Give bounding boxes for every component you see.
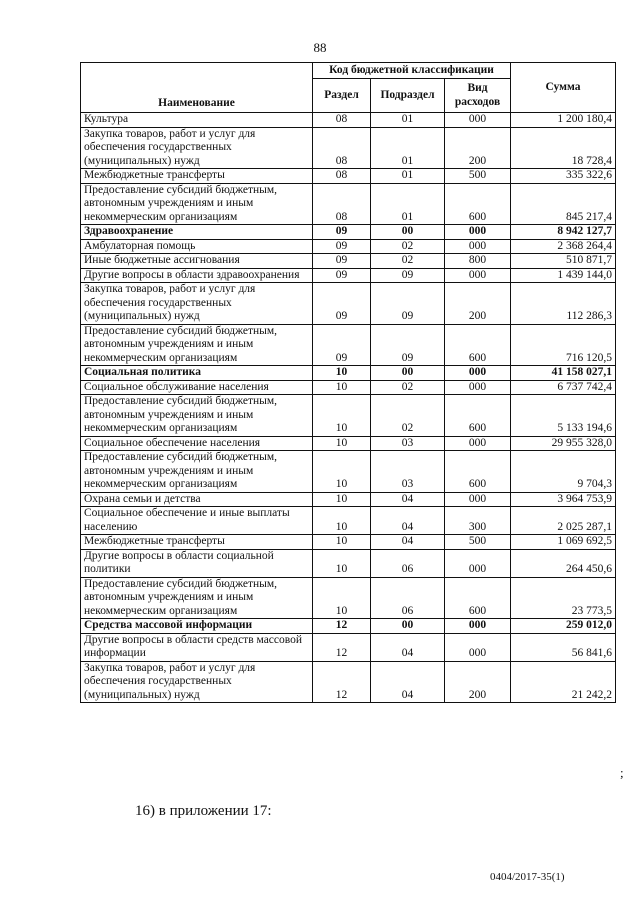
row-expense-type: 200 bbox=[445, 283, 511, 325]
row-section: 10 bbox=[313, 436, 371, 451]
row-section: 09 bbox=[313, 268, 371, 283]
header-sum: Сумма bbox=[511, 63, 616, 113]
table-row bbox=[81, 535, 616, 550]
table-row bbox=[81, 254, 616, 269]
row-name: Предоставление субсидий бюджетным, автономным учреждениям и иным некоммерческим организациям bbox=[81, 183, 313, 225]
row-expense-type: 600 bbox=[445, 577, 511, 619]
row-section: 09 bbox=[313, 283, 371, 325]
row-expense-type: 000 bbox=[445, 619, 511, 634]
budget-table bbox=[80, 62, 616, 703]
row-expense-type: 200 bbox=[445, 127, 511, 169]
table-row bbox=[81, 225, 616, 240]
row-expense-type: 000 bbox=[445, 492, 511, 507]
row-subsection: 09 bbox=[371, 283, 445, 325]
row-section: 09 bbox=[313, 239, 371, 254]
row-sum: 1 200 180,4 bbox=[511, 113, 616, 128]
row-section: 10 bbox=[313, 577, 371, 619]
row-name: Другие вопросы в области средств массовой информации bbox=[81, 633, 313, 661]
row-section: 10 bbox=[313, 535, 371, 550]
row-subsection: 02 bbox=[371, 395, 445, 437]
table-row bbox=[81, 268, 616, 283]
row-name: Закупка товаров, работ и услуг для обеспечения государственных (муниципальных) нужд bbox=[81, 661, 313, 703]
row-subsection: 04 bbox=[371, 535, 445, 550]
table-row bbox=[81, 283, 616, 325]
row-section: 10 bbox=[313, 366, 371, 381]
row-name: Закупка товаров, работ и услуг для обеспечения государственных (муниципальных) нужд bbox=[81, 127, 313, 169]
row-section: 09 bbox=[313, 225, 371, 240]
table-row bbox=[81, 113, 616, 128]
document-code: 0404/2017-35(1) bbox=[490, 871, 565, 883]
row-name: Культура bbox=[81, 113, 313, 128]
row-sum: 41 158 027,1 bbox=[511, 366, 616, 381]
row-section: 12 bbox=[313, 633, 371, 661]
row-section: 09 bbox=[313, 254, 371, 269]
row-sum: 845 217,4 bbox=[511, 183, 616, 225]
row-sum: 510 871,7 bbox=[511, 254, 616, 269]
row-expense-type: 000 bbox=[445, 633, 511, 661]
row-section: 08 bbox=[313, 183, 371, 225]
row-subsection: 04 bbox=[371, 492, 445, 507]
row-expense-type: 000 bbox=[445, 268, 511, 283]
row-sum: 8 942 127,7 bbox=[511, 225, 616, 240]
row-name: Средства массовой информации bbox=[81, 619, 313, 634]
row-name: Предоставление субсидий бюджетным, автономным учреждениям и иным некоммерческим организациям bbox=[81, 395, 313, 437]
row-subsection: 04 bbox=[371, 507, 445, 535]
row-section: 10 bbox=[313, 492, 371, 507]
row-name: Другие вопросы в области здравоохранения bbox=[81, 268, 313, 283]
row-name: Предоставление субсидий бюджетным, автономным учреждениям и иным некоммерческим организациям bbox=[81, 577, 313, 619]
row-name: Предоставление субсидий бюджетным, автономным учреждениям и иным некоммерческим организациям bbox=[81, 324, 313, 366]
row-subsection: 00 bbox=[371, 225, 445, 240]
table-row bbox=[81, 169, 616, 184]
header-expense-type: Вид расходов bbox=[445, 79, 511, 113]
row-section: 12 bbox=[313, 619, 371, 634]
row-subsection: 01 bbox=[371, 113, 445, 128]
row-name: Охрана семьи и детства bbox=[81, 492, 313, 507]
header-subsection: Подраздел bbox=[371, 79, 445, 113]
row-subsection: 09 bbox=[371, 324, 445, 366]
row-expense-type: 000 bbox=[445, 436, 511, 451]
table-row bbox=[81, 127, 616, 169]
row-subsection: 06 bbox=[371, 577, 445, 619]
table-row bbox=[81, 436, 616, 451]
footer-text: 16) в приложении 17: bbox=[135, 803, 272, 819]
row-sum: 1 069 692,5 bbox=[511, 535, 616, 550]
row-expense-type: 600 bbox=[445, 183, 511, 225]
row-name: Предоставление субсидий бюджетным, автономным учреждениям и иным некоммерческим организациям bbox=[81, 451, 313, 493]
table-row bbox=[81, 633, 616, 661]
row-sum: 29 955 328,0 bbox=[511, 436, 616, 451]
row-sum: 23 773,5 bbox=[511, 577, 616, 619]
row-sum: 335 322,6 bbox=[511, 169, 616, 184]
row-subsection: 01 bbox=[371, 183, 445, 225]
row-expense-type: 000 bbox=[445, 239, 511, 254]
row-sum: 1 439 144,0 bbox=[511, 268, 616, 283]
row-expense-type: 000 bbox=[445, 113, 511, 128]
row-expense-type: 800 bbox=[445, 254, 511, 269]
header-name: Наименование bbox=[81, 63, 313, 113]
row-subsection: 03 bbox=[371, 436, 445, 451]
trailing-mark: ; bbox=[620, 765, 624, 780]
table-row bbox=[81, 395, 616, 437]
row-subsection: 04 bbox=[371, 661, 445, 703]
row-sum: 112 286,3 bbox=[511, 283, 616, 325]
row-section: 12 bbox=[313, 661, 371, 703]
row-section: 09 bbox=[313, 324, 371, 366]
row-sum: 2 025 287,1 bbox=[511, 507, 616, 535]
table-row bbox=[81, 577, 616, 619]
row-name: Межбюджетные трансферты bbox=[81, 169, 313, 184]
table-row bbox=[81, 366, 616, 381]
row-name: Закупка товаров, работ и услуг для обеспечения государственных (муниципальных) нужд bbox=[81, 283, 313, 325]
row-subsection: 02 bbox=[371, 239, 445, 254]
row-name: Другие вопросы в области социальной политики bbox=[81, 549, 313, 577]
row-expense-type: 300 bbox=[445, 507, 511, 535]
row-expense-type: 500 bbox=[445, 169, 511, 184]
row-name: Здравоохранение bbox=[81, 225, 313, 240]
row-name: Межбюджетные трансферты bbox=[81, 535, 313, 550]
row-section: 10 bbox=[313, 549, 371, 577]
header-code-group: Код бюджетной классификации bbox=[313, 63, 511, 79]
table-row bbox=[81, 619, 616, 634]
row-expense-type: 000 bbox=[445, 380, 511, 395]
row-section: 08 bbox=[313, 169, 371, 184]
row-section: 10 bbox=[313, 395, 371, 437]
row-subsection: 01 bbox=[371, 127, 445, 169]
row-section: 08 bbox=[313, 127, 371, 169]
row-sum: 9 704,3 bbox=[511, 451, 616, 493]
table-row bbox=[81, 380, 616, 395]
table-row bbox=[81, 239, 616, 254]
row-name: Социальная политика bbox=[81, 366, 313, 381]
row-expense-type: 600 bbox=[445, 324, 511, 366]
row-subsection: 09 bbox=[371, 268, 445, 283]
table-row bbox=[81, 492, 616, 507]
row-sum: 5 133 194,6 bbox=[511, 395, 616, 437]
row-expense-type: 000 bbox=[445, 366, 511, 381]
row-subsection: 00 bbox=[371, 366, 445, 381]
row-subsection: 02 bbox=[371, 254, 445, 269]
row-subsection: 02 bbox=[371, 380, 445, 395]
row-name: Социальное обеспечение и иные выплаты населению bbox=[81, 507, 313, 535]
row-name: Иные бюджетные ассигнования bbox=[81, 254, 313, 269]
row-expense-type: 200 bbox=[445, 661, 511, 703]
table-row bbox=[81, 451, 616, 493]
row-section: 08 bbox=[313, 113, 371, 128]
row-name: Социальное обслуживание населения bbox=[81, 380, 313, 395]
row-name: Социальное обеспечение населения bbox=[81, 436, 313, 451]
row-subsection: 06 bbox=[371, 549, 445, 577]
row-expense-type: 000 bbox=[445, 549, 511, 577]
row-expense-type: 000 bbox=[445, 225, 511, 240]
row-sum: 56 841,6 bbox=[511, 633, 616, 661]
row-subsection: 03 bbox=[371, 451, 445, 493]
table-row bbox=[81, 324, 616, 366]
row-name: Амбулаторная помощь bbox=[81, 239, 313, 254]
row-expense-type: 600 bbox=[445, 395, 511, 437]
table-body bbox=[81, 113, 616, 703]
row-sum: 2 368 264,4 bbox=[511, 239, 616, 254]
row-section: 10 bbox=[313, 507, 371, 535]
row-subsection: 01 bbox=[371, 169, 445, 184]
table-row bbox=[81, 661, 616, 703]
table-row bbox=[81, 507, 616, 535]
row-section: 10 bbox=[313, 451, 371, 493]
row-sum: 716 120,5 bbox=[511, 324, 616, 366]
row-sum: 264 450,6 bbox=[511, 549, 616, 577]
row-sum: 259 012,0 bbox=[511, 619, 616, 634]
row-expense-type: 600 bbox=[445, 451, 511, 493]
row-subsection: 04 bbox=[371, 633, 445, 661]
table-row bbox=[81, 183, 616, 225]
row-subsection: 00 bbox=[371, 619, 445, 634]
row-sum: 6 737 742,4 bbox=[511, 380, 616, 395]
table-row bbox=[81, 549, 616, 577]
row-sum: 3 964 753,9 bbox=[511, 492, 616, 507]
header-section: Раздел bbox=[313, 79, 371, 113]
row-section: 10 bbox=[313, 380, 371, 395]
row-expense-type: 500 bbox=[445, 535, 511, 550]
row-sum: 18 728,4 bbox=[511, 127, 616, 169]
page-number: 88 bbox=[313, 40, 327, 55]
row-sum: 21 242,2 bbox=[511, 661, 616, 703]
